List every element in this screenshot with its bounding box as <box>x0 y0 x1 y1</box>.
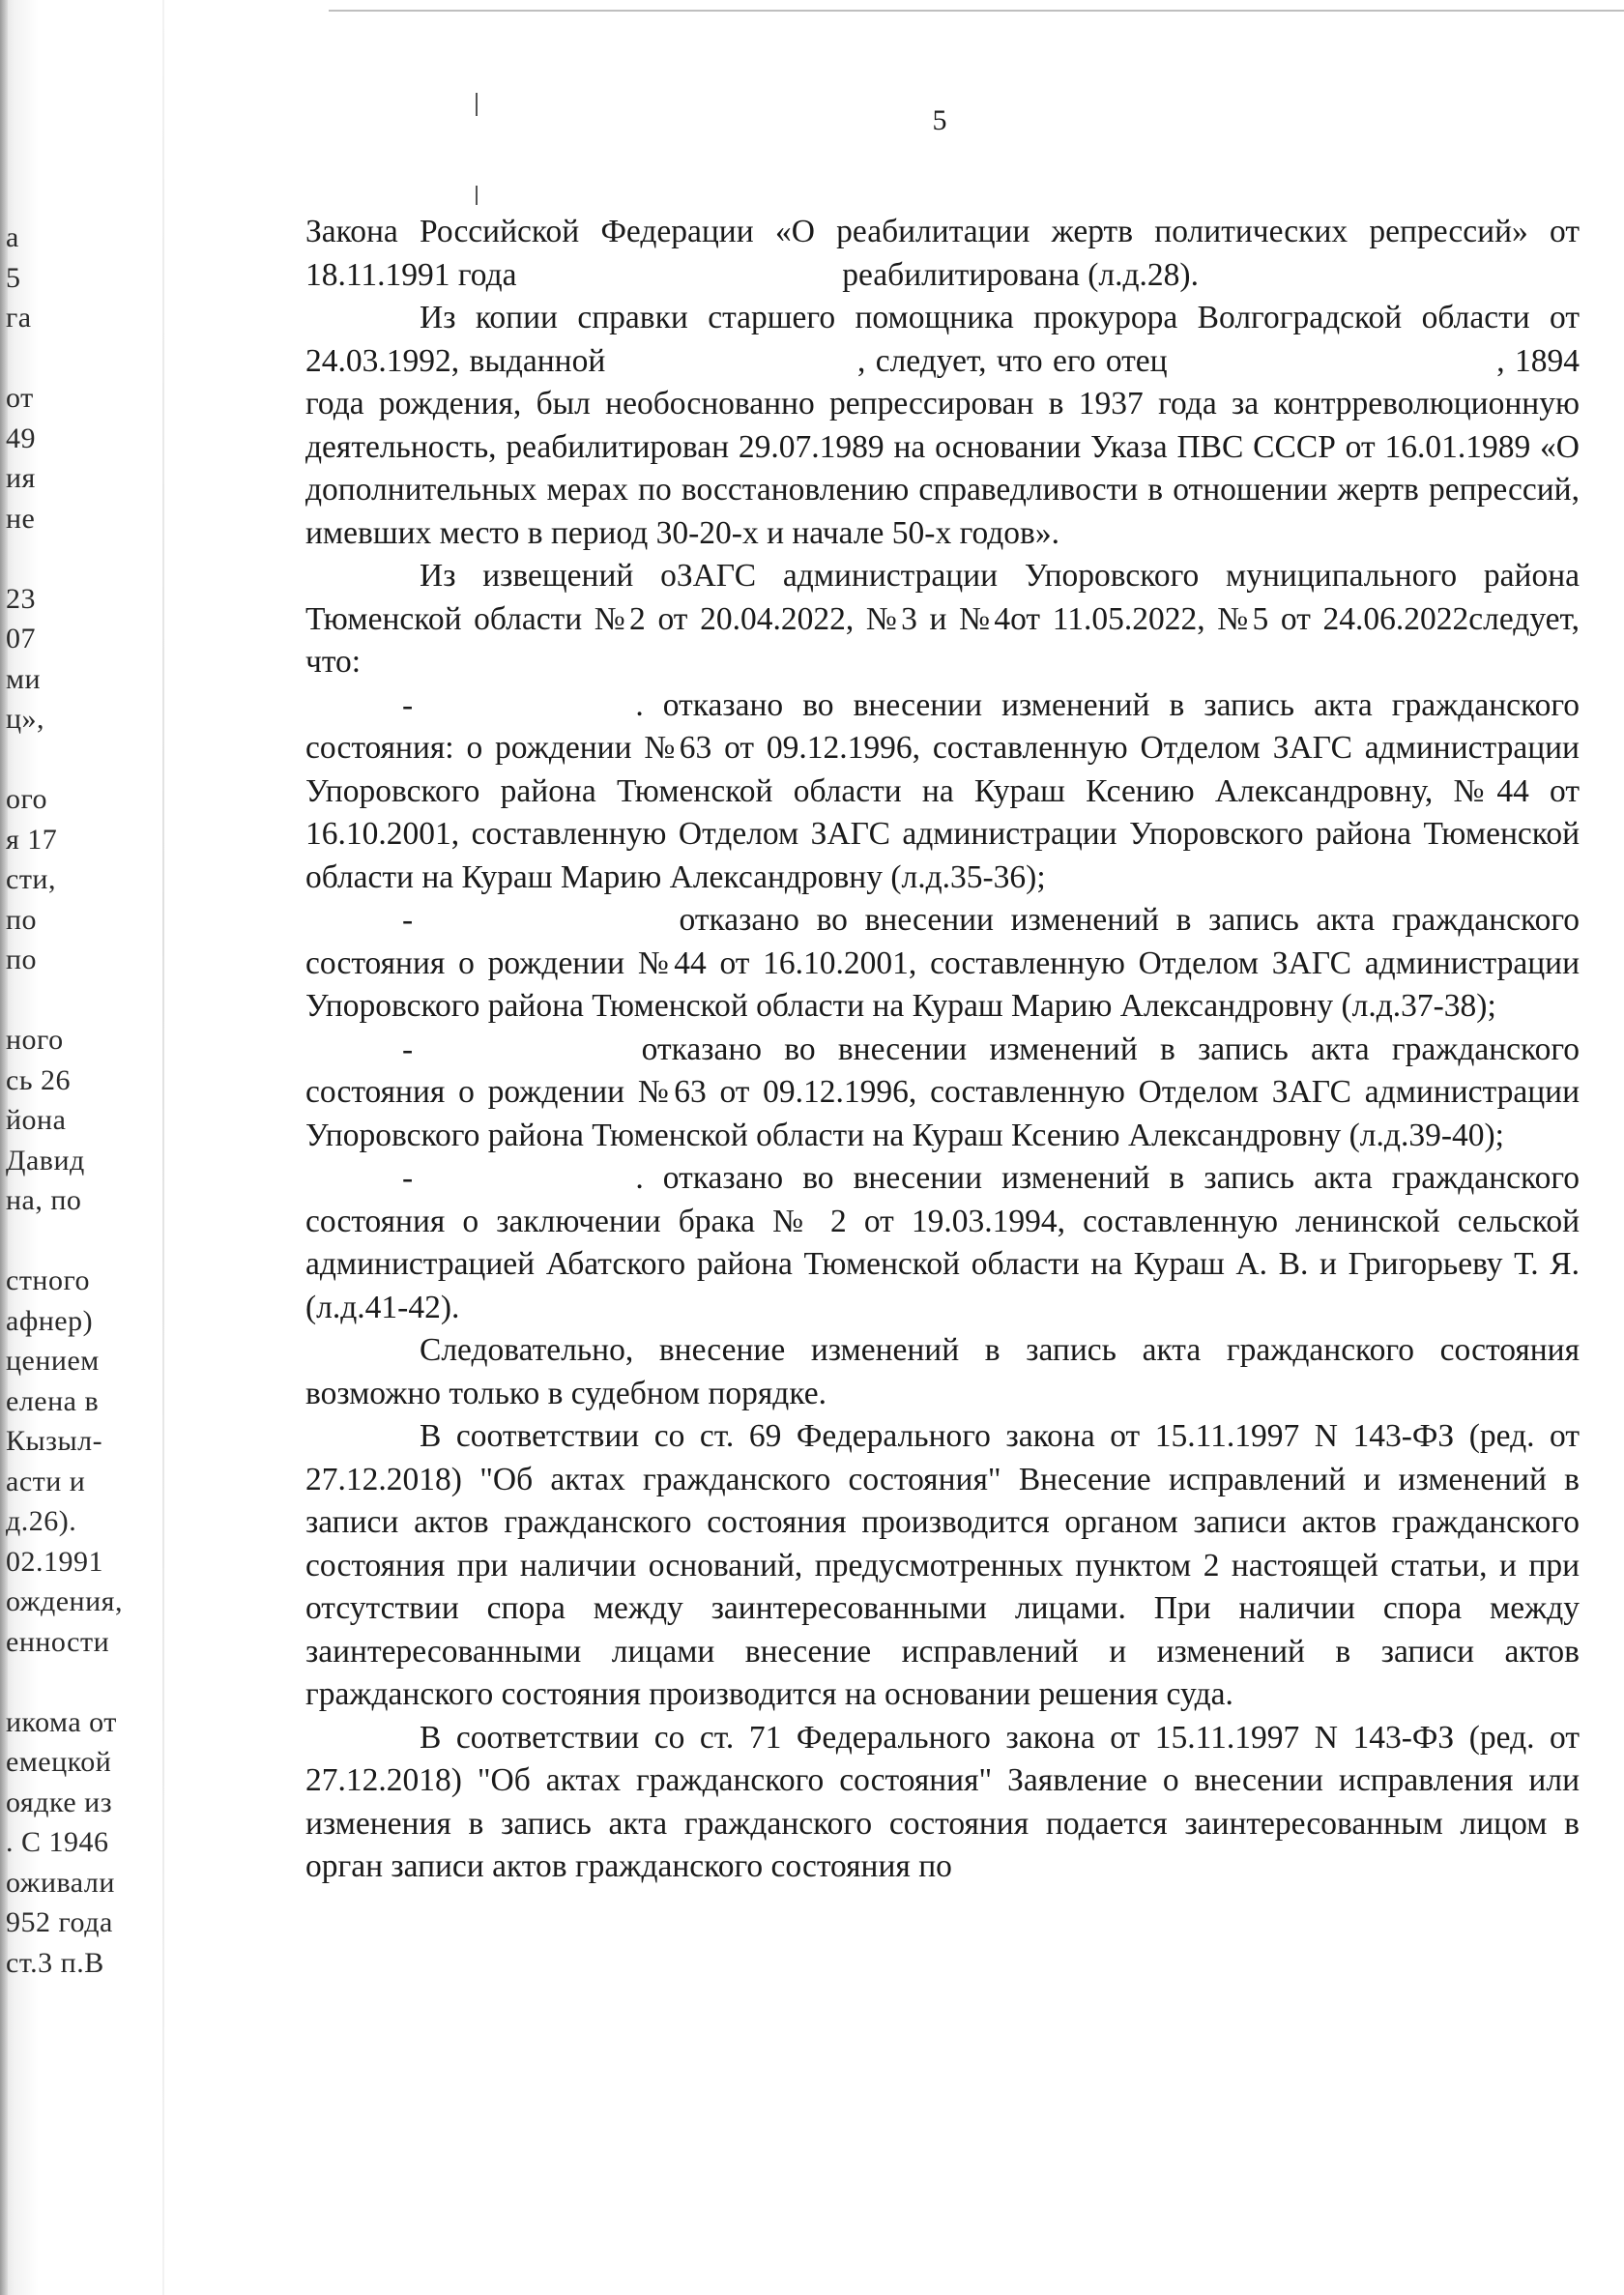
bleed-line: га <box>6 302 32 334</box>
top-edge-line <box>329 10 1624 12</box>
bleed-line: елена в <box>6 1384 100 1417</box>
bleed-line: не <box>6 502 36 535</box>
bleed-line <box>6 1662 180 1702</box>
bleed-line: Кызыл- <box>6 1425 103 1457</box>
bleed-line: оживали <box>6 1866 115 1899</box>
paragraph-text: . отказано во внесении изменений в запись акта гражданского состояния о заключении брака № 2 от 19.03.1994, составленную ленинской сельской администрацией Абатского района Тюменской области на Кураш А. В. и Григорьеву Т. Я. (л.д.41-42). <box>305 1160 1580 1325</box>
bleed-line: я 17 <box>6 823 58 856</box>
paragraph-text: реабилитирована (л.д.28). <box>842 256 1199 293</box>
list-item-refusal-1 <box>305 684 1580 900</box>
bleed-line: емецкой <box>6 1746 112 1778</box>
paragraph-text: , 1894 года рождения, был необоснованно репрессирован в 1937 года за контрреволюционную деятельность, реабилитирован 29.07.1989 на основании Указа ПВС СССР от 16.01.1989 «О дополнительных мерах по восстановлению справедливости в отношении жертв репрессий, имевших место в период 30-20-х и начале 50-х годов». <box>305 342 1580 551</box>
bleed-line <box>6 338 180 379</box>
bleed-line: йона <box>6 1104 67 1136</box>
paragraph-text: отказано во внесении изменений в запись акта гражданского состояния о рождении №44 от 16.10.2001, составленную Отделом ЗАГС администрации Упоровского района Тюменской области на Кураш Марию Александровну (л.д.37-38); <box>305 902 1580 1024</box>
paragraph-conclusion <box>305 1329 1580 1415</box>
paragraph-text: В соответствии со ст. 71 Федерального закона от 15.11.1997 N 143-ФЗ (ред. от 27.12.2018) "Об актах гражданского состояния" Заявление о внесении исправления или изменения в запись акта гражданского состояния подается заинтересованным лицом в орган записи актов гражданского состояния по <box>305 1719 1580 1884</box>
bleed-line <box>6 980 180 1021</box>
document-body <box>305 211 1580 1889</box>
bleed-line: 49 <box>6 421 36 454</box>
list-item-refusal-3 <box>305 1029 1580 1158</box>
bleed-line: икома от <box>6 1705 117 1738</box>
bleed-line: ми <box>6 662 42 695</box>
bleed-line: по <box>6 944 38 975</box>
bleed-line: д.26). <box>6 1505 77 1537</box>
bleed-line: афнер) <box>6 1304 94 1337</box>
bleed-line: . С 1946 <box>6 1826 109 1858</box>
list-item-refusal-4 <box>305 1157 1580 1329</box>
scan-mark <box>476 186 478 205</box>
paragraph-text: отказано во внесении изменений в запись акта гражданского состояния о рождении №63 от 09.12.1996, составленную Отделом ЗАГС администрации Упоровского района Тюменской области на Кураш Ксению Александровну (л.д.39-40); <box>305 1031 1580 1153</box>
bleed-line: ого <box>6 783 48 815</box>
page-number: 5 <box>932 104 947 136</box>
list-dash: - <box>402 1160 414 1196</box>
bleed-line: ия <box>6 462 36 494</box>
list-dash: - <box>402 902 414 938</box>
list-item-refusal-2 <box>305 899 1580 1029</box>
bleed-line: сь 26 <box>6 1063 71 1096</box>
paragraph-text: Из извещений оЗАГС администрации Упоровского муниципального района Тюменской области №2 от 20.04.2022, №3 и №4от 11.05.2022, №5 от 24.06.2022следует, что: <box>305 558 1580 680</box>
bleed-line: ц», <box>6 703 45 735</box>
bleed-line: сти, <box>6 863 56 895</box>
bleed-line: ождения, <box>6 1585 123 1617</box>
paragraph-prosecutor-certificate <box>305 297 1580 555</box>
list-dash: - <box>402 1031 414 1067</box>
bleed-line: на, по <box>6 1184 82 1216</box>
bleed-line <box>6 1221 180 1262</box>
bleed-line: оядке из <box>6 1786 113 1818</box>
paragraph-article-71 <box>305 1717 1580 1889</box>
bleed-line: Давид <box>6 1144 85 1177</box>
paragraph-text: . отказано во внесении изменений в запись акта гражданского состояния: о рождении №63 от 09.12.1996, составленную Отделом ЗАГС администрации Упоровского района Тюменской области на Кураш Ксению Александровну, №44 от 16.10.2001, составленную Отделом ЗАГС администрации Упоровского района Тюменской области на Кураш Марию Александровну (л.д.35-36); <box>305 686 1580 895</box>
bleed-line: ного <box>6 1024 64 1056</box>
bleed-line: ст.3 п.В <box>6 1946 104 1979</box>
bleed-line <box>6 538 180 579</box>
bleed-line <box>6 740 180 780</box>
paragraph-article-69 <box>305 1415 1580 1717</box>
bleed-line: 07 <box>6 623 36 654</box>
bleed-line: а <box>6 221 19 253</box>
bleed-line: от <box>6 382 34 414</box>
bleed-line: по <box>6 903 38 936</box>
paragraph-text: , следует, что его отец <box>856 342 1168 379</box>
bleed-line: 02.1991 <box>6 1545 103 1578</box>
paragraph-text: В соответствии со ст. 69 Федерального закона от 15.11.1997 N 143-ФЗ (ред. от 27.12.2018) "Об актах гражданского состояния" Внесение исправлений и изменений в записи актов гражданского состояния производится органом записи актов гражданского состояния при наличии оснований, предусмотренных пунктом 2 настоящей статьи, и при отсутствии спора между заинтересованными лицами. При наличии спора между заинтересованными лицами внесение исправлений и изменений в записи актов гражданского состояния производится на основании решения суда. <box>305 1418 1580 1712</box>
bleed-line: енности <box>6 1625 110 1658</box>
bleed-line: стного <box>6 1264 91 1296</box>
scan-mark <box>476 93 478 116</box>
paragraph-text: Закона Российской Федерации «О реабилитации жертв политических репрессий» от 18.11.1991 года <box>305 214 1580 293</box>
paragraph-law-reference <box>305 211 1580 297</box>
previous-page-bleed-column <box>6 218 180 1983</box>
list-dash: - <box>402 686 414 723</box>
paragraph-text: Из копии справки старшего помощника прокурора Волгоградской области от 24.03.1992, выданной <box>305 300 1580 379</box>
bleed-line: асти и <box>6 1465 86 1497</box>
paragraph-zags-notices <box>305 555 1580 684</box>
bleed-line: цением <box>6 1345 100 1377</box>
bleed-line: 23 <box>6 582 36 615</box>
bleed-line: 5 <box>6 261 21 294</box>
bleed-line: 952 года <box>6 1906 113 1938</box>
paragraph-text: Следовательно, внесение изменений в запись акта гражданского состояния возможно только в судебном порядке. <box>305 1332 1580 1411</box>
